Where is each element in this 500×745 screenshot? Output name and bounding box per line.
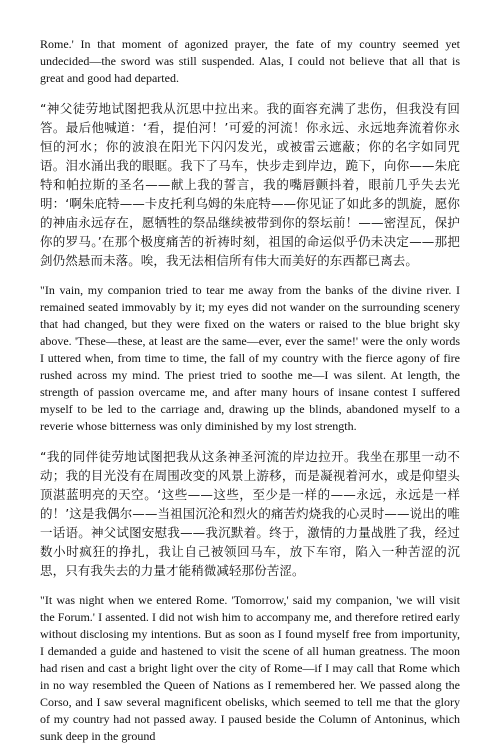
paragraph-chinese-2: “我的同伴徒劳地试图把我从这条神圣河流的岸边拉开。我坐在那里一动不动；我的目光没有在周围改变的风景上游移，而是凝视着河水，或是仰望头顶湛蓝明亮的天空。‘这些——这些，至少是一样的——永远，永远是一样的！’这是我偶尔——当祖国沉沦和烈火的痛苦灼烧我的心灵时——说出的唯一话语。神父试图安慰我——我沉默着。终于，激情的力量战胜了我，经过数小时疯狂的挣扎，我让自己被领回马车，放下车帘，陷入一种苦涩的沉思，只有我失去的力量才能稍微减轻那份苦涩。 xyxy=(40,449,460,578)
paragraph-english-3: "It was night when we entered Rome. 'Tomorrow,' said my companion, 'we will visit the Forum.' I assented. I did not wish him to accompany me, and therefore retired early without disclosing my intentions. But as soon as I found myself free from importunity, I demanded a guide and hastened to visit the scene of all human greatness. The moon had risen and cast a bright light over the city of Rome—if I may call that Rome which in no way resembled the Queen of Nations as I remembered her. We passed along the Corso, and I saw several magnificent obelisks, which seemed to tell me that the glory of my country had not passed away. I paused beside the Column of Antoninus, which sunk deep in the ground xyxy=(40,593,460,743)
paragraph-english-2: "In vain, my companion tried to tear me away from the banks of the divine river. I remained seated immovably by it; my eyes did not wander on the surrounding scenery that had changed, but they were fixed on the waters or raised to the blue bright sky above. 'These—these, at least are the same—ever, ever the same!' were the only words I uttered when, from time to time, the fall of my country with the fierce agony of fire rushed across my mind. The priest tried to soothe me—I was silent. At length, the strength of passion overcame me, and after many hours of insane contest I suffered myself to be led to the carriage and, drawing up the blinds, abandoned myself to a reverie whose bitterness was only diminished by my lost strength. xyxy=(40,283,460,433)
paragraph-chinese-1: “神父徒劳地试图把我从沉思中拉出来。我的面容充满了悲伤，但我没有回答。最后他喊道：‘看，提伯河！’可爱的河流！你永远、永远地奔流着你永恒的河水；你的波浪在阳光下闪闪发光，或被雷云遮蔽；你的名字如同咒语。泪水涌出我的眼眶。我下了马车，快步走到岸边，跪下，向你——朱庇特和帕拉斯的圣名——献上我的誓言，我的嘴唇颤抖着，眼前几乎失去光明：‘啊朱庇特——卡皮托利乌姆的朱庇特——你见证了如此多的凯旋，愿你的神庙永远存在，愿牺牲的祭品继续被带到你的祭坛前！——密涅瓦，保护你的罗马。’在那个极度痛苦的祈祷时刻，祖国的命运似乎仍未决定——那把剑仍然悬而未落。唉，我无法相信所有伟大而美好的东西都已离去。 xyxy=(40,101,460,268)
paragraph-english-1: Rome.' In that moment of agonized prayer, the fate of my country seemed yet undecided—the sword was still suspended. Alas, I could not believe that all that is great and good had departed. xyxy=(40,37,460,85)
